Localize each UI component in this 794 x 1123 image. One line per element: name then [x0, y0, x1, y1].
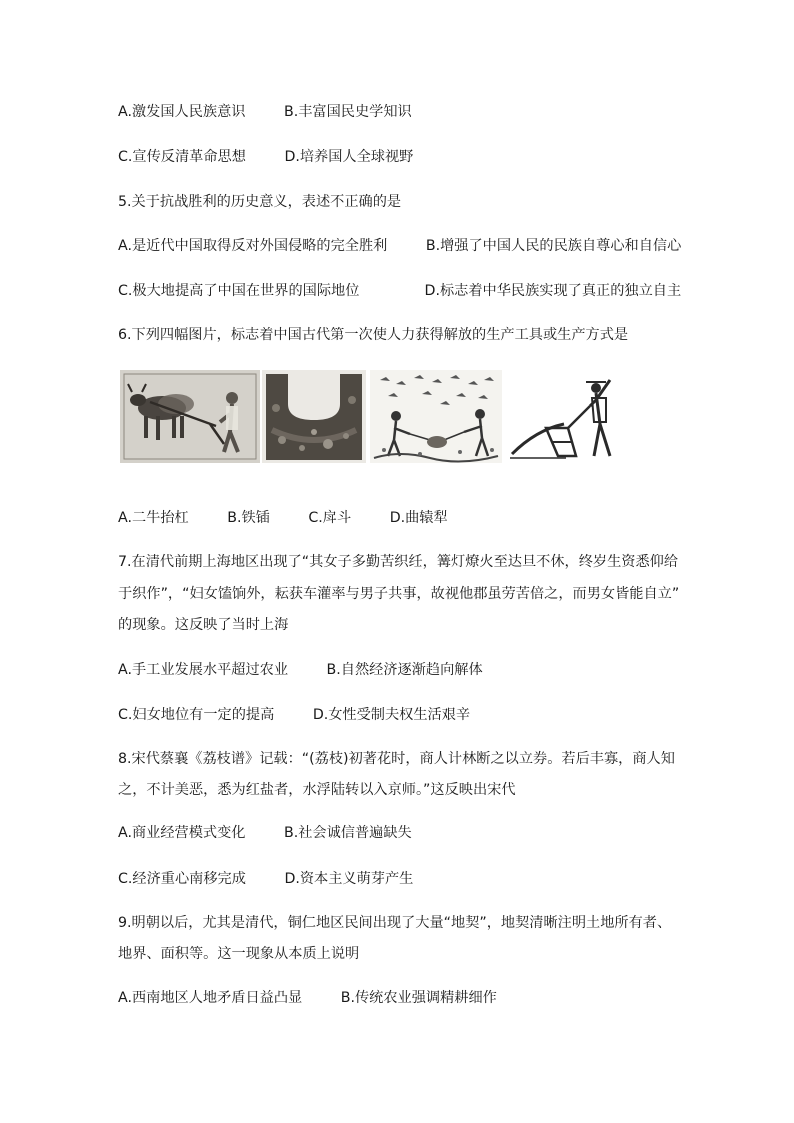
bucket-irrigation-image: [370, 370, 502, 463]
q9-stem-line-2: 地界、面积等。这一现象从本质上说明: [118, 946, 360, 962]
q9-options-row-1: [118, 988, 497, 1008]
q6-option-c: C.戽斗: [308, 510, 352, 526]
q5-options-row-1: [118, 236, 681, 256]
q4-option-d: D.培养国人全球视野: [284, 149, 414, 165]
q6-figures: [120, 370, 620, 465]
q7-option-a: A.手工业发展水平超过农业: [118, 662, 289, 678]
q7-stem-line-1: 7.在清代前期上海地区出现了“其女子多勤苦织纴，篝灯燎火至达旦不休，终岁生资悉仰给: [118, 554, 679, 570]
q8-options-row-1: [118, 823, 412, 843]
q7-option-c: C.妇女地位有一定的提高: [118, 707, 275, 723]
q8-stem-line-1: 8.宋代蔡襄《荔枝谱》记载：“(荔枝)初著花时，商人计林断之以立券。若后丰寡，商人知: [118, 751, 675, 767]
q6-option-d: D.曲辕犁: [389, 510, 448, 526]
q7-options-row-1: [118, 660, 483, 680]
q4-options-row-2: [118, 147, 413, 167]
q7-stem-line-3: 的现象。这反映了当时上海: [118, 617, 289, 633]
q6-options-row: [118, 508, 448, 528]
q9-option-a: A.西南地区人地矛盾日益凸显: [118, 990, 303, 1006]
q4-option-b: B.丰富国民史学知识: [283, 104, 412, 120]
q6-option-b: B.铁锸: [227, 510, 270, 526]
q7-stem-line-2: 于织作”，“妇女馌饷外，耘获车灌率与男子共事，故视他郡虽劳苦倍之，而男女皆能自立”: [118, 586, 680, 602]
q6-stem: 6.下列四幅图片，标志着中国古代第一次使人力获得解放的生产工具或生产方式是: [118, 327, 629, 343]
q4-option-c: C.宣传反清革命思想: [118, 149, 246, 165]
q5-stem: 5.关于抗战胜利的历史意义，表述不正确的是: [118, 194, 402, 210]
q5-option-c: C.极大地提高了中国在世界的国际地位: [118, 283, 360, 299]
q7-option-d: D.女性受制夫权生活艰辛: [312, 707, 471, 723]
q8-option-a: A.商业经营模式变化: [118, 825, 246, 841]
q4-option-a: A.激发国人民族意识: [118, 104, 246, 120]
q7-options-row-2: [118, 705, 470, 725]
q7-option-b: B.自然经济逐渐趋向解体: [326, 662, 483, 678]
q5-options-row-2: [118, 281, 681, 301]
q8-option-b: B.社会诚信普遍缺失: [283, 825, 412, 841]
q8-option-d: D.资本主义萌芽产生: [284, 871, 414, 887]
iron-spade-image: [262, 370, 366, 463]
q9-option-b: B.传统农业强调精耕细作: [340, 990, 497, 1006]
curved-shaft-plough-image: [506, 370, 620, 463]
q5-option-b: B.增强了中国人民的民族自尊心和自信心: [425, 238, 682, 254]
q4-options-row-1: [118, 102, 412, 122]
q5-option-d: D.标志着中华民族实现了真正的独立自主: [424, 283, 682, 299]
q6-option-a: A.二牛抬杠: [118, 510, 189, 526]
ox-plough-mural-image: [120, 370, 260, 463]
q8-option-c: C.经济重心南移完成: [118, 871, 246, 887]
q8-options-row-2: [118, 869, 413, 889]
q8-stem-line-2: 之，不计美恶，悉为红盐者，水浮陆转以入京师。”这反映出宋代: [118, 782, 516, 798]
q9-stem-line-1: 9.明朝以后，尤其是清代，铜仁地区民间出现了大量“地契”，地契清晰注明土地所有者、: [118, 915, 672, 931]
q5-option-a: A.是近代中国取得反对外国侵略的完全胜利: [118, 238, 388, 254]
